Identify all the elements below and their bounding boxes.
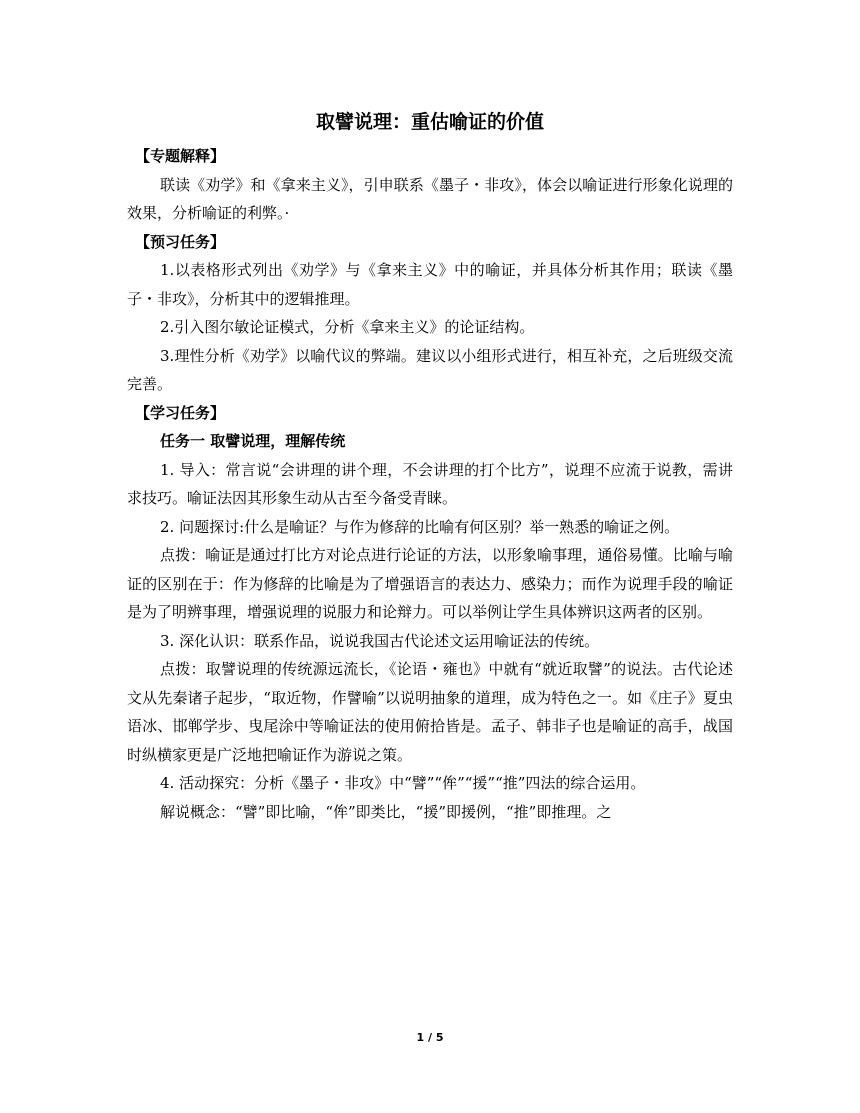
paragraph: 1. 导入：常言说“会讲理的讲个理，不会讲理的打个比方”，说理不应流于说教，需讲求技巧。喻证法因其形象生动从古至今备受青睐。 [127,460,733,507]
paragraph: 点拨：喻证是通过打比方对论点进行论证的方法，以形象喻事理，通俗易懂。比喻与喻证的区别在于：作为修辞的比喻是为了增强语言的表达力、感染力；而作为说理手段的喻证是为了明辨事理，增强说理的说服力和论辩力。可以举例让学生具体辨识这两者的区别。 [127,546,733,621]
paragraph: 2. 问题探讨:什么是喻证？与作为修辞的比喻有何区别？举一熟悉的喻证之例。 [160,517,680,536]
paragraph: 1.以表格形式列出《劝学》与《拿来主义》中的喻证，并具体分析其作用；联读《墨子・非攻》，分析其中的逻辑推理。 [127,261,733,308]
section-heading-topic-explanation: 【专题解释】 [135,147,226,165]
paragraph: 3.理性分析《劝学》以喻代议的弊端。建议以小组形式进行，相互补充，之后班级交流完善。 [127,346,733,393]
paragraph: 解说概念：“譬”即比喻，“侔”即类比，“援”即援例，“推”即推理。之 [160,802,612,821]
paragraph: 3. 深化认识：联系作品，说说我国古代论述文运用喻证法的传统。 [160,631,600,650]
task-one-heading: 任务一 取譬说理，理解传统 [160,432,346,450]
paragraph: 2.引入图尔敏论证模式，分析《拿来主义》的论证结构。 [160,318,535,336]
document-page [127,108,733,826]
section-heading-preview-tasks: 【预习任务】 [135,232,226,251]
paragraph: 联读《劝学》和《拿来主义》，引申联系《墨子・非攻》，体会以喻证进行形象化说理的效果，分析喻证的利弊。· [127,175,733,222]
document-title: 取譬说理：重估喻证的价值 [315,111,544,133]
page-number: 1 / 5 [416,1031,444,1044]
paragraph: 4. 活动探究：分析《墨子・非攻》中“譬”“侔”“援”“推”四法的综合运用。 [160,774,646,792]
paragraph: 点拨：取譬说理的传统源远流长，《论语・雍也》中就有“就近取譬”的说法。古代论述文从先秦诸子起步，“取近物，作譬喻”以说明抽象的道理，成为特色之一。如《庄子》夏虫语冰、邯郸学步、曳尾涂中等喻证法的使用俯拾皆是。孟子、韩非子也是喻证的高手，战国时纵横家更是广泛地把喻证作为游说之策。 [127,660,733,764]
section-heading-learning-tasks: 【学习任务】 [135,403,226,422]
